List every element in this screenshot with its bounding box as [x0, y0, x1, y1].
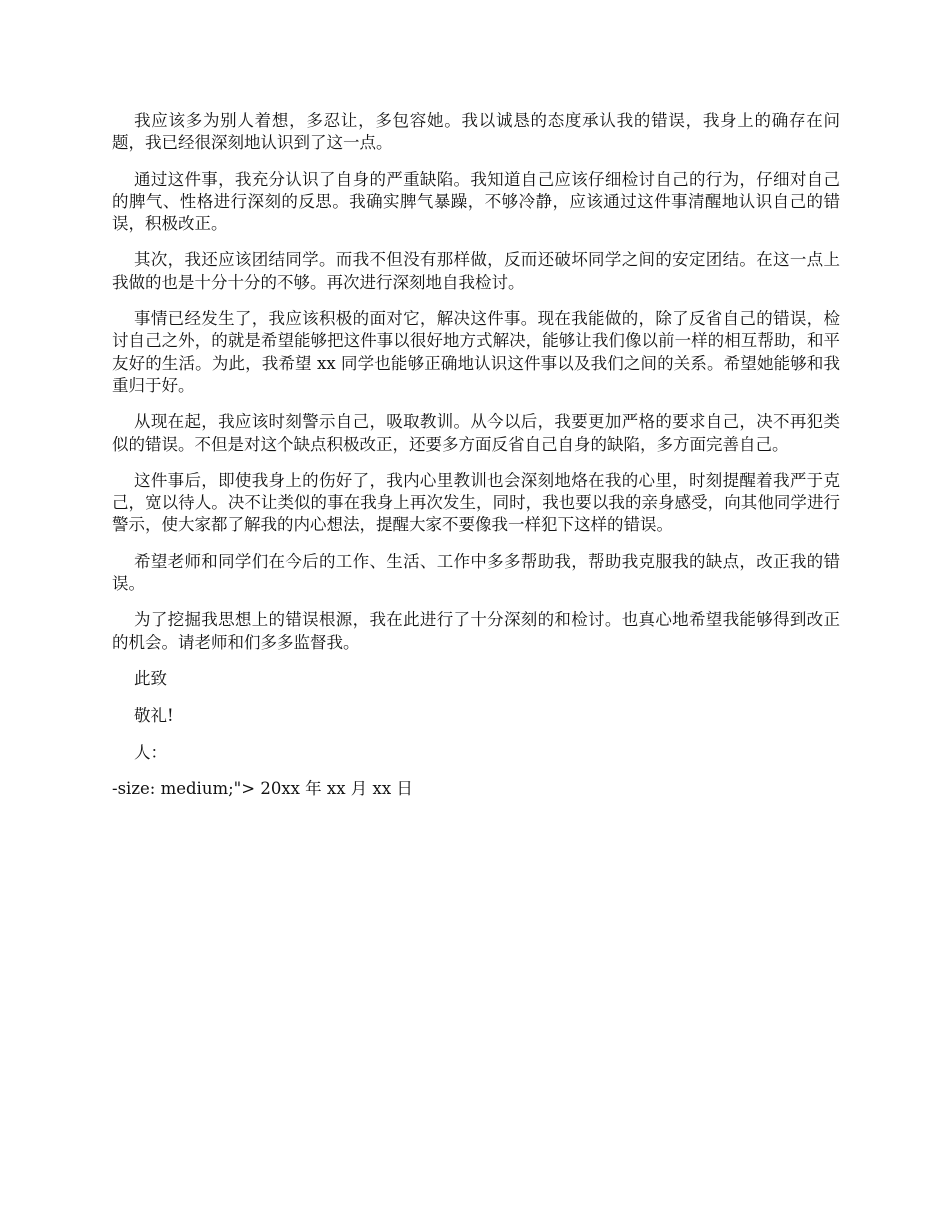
paragraph-8: 为了挖掘我思想上的错误根源，我在此进行了十分深刻的和检讨。也真心地希望我能够得到改正的机会。请老师和们多多监督我。 [112, 610, 840, 652]
paragraph-2: 通过这件事，我充分认识了自身的严重缺陷。我知道自己应该仔细检讨自己的行为，仔细对自己的脾气、性格进行深刻的反思。我确实脾气暴躁，不够冷静，应该通过这件事清醒地认识自己的错误，积极改正。 [112, 169, 840, 234]
paragraph-1: 我应该多为别人着想，多忍让，多包容她。我以诚恳的态度承认我的错误，我身上的确存在问题，我已经很深刻地认识到了这一点。 [112, 111, 840, 153]
paragraph-6: 这件事后，即使我身上的伤好了，我内心里教训也会深刻地烙在我的心里，时刻提醒着我严于克己，宽以待人。决不让类似的事在我身上再次发生，同时，我也要以我的亲身感受，向其他同学进行警示，使大家都了解我的内心想法，提醒大家不要像我一样犯下这样的错误。 [112, 470, 840, 535]
paragraph-3: 其次，我还应该团结同学。而我不但没有那样做，反而还破坏同学之间的安定团结。在这一点上我做的也是十分十分的不够。再次进行深刻地自我检讨。 [112, 250, 840, 292]
paragraph-7: 希望老师和同学们在今后的工作、生活、工作中多多帮助我，帮助我克服我的缺点，改正我的错误。 [112, 551, 840, 594]
date-line: -size: medium;"> 20xx 年 xx 月 xx 日 [112, 779, 413, 799]
salute-line: 敬礼! [134, 705, 174, 725]
paragraph-4: 事情已经发生了，我应该积极的面对它，解决这件事。现在我能做的，除了反省自己的错误，检讨自己之外，的就是希望能够把这件事以很好地方式解决，能够让我们像以前一样的相互帮助，和平友好的生活。为此，我希望 xx 同学也能够正确地认识这件事以及我们之间的关系。希望她能够和我重归于好。 [112, 309, 840, 395]
closing-line: 此致 [134, 668, 167, 688]
paragraph-5: 从现在起，我应该时刻警示自己，吸取教训。从今以后，我要更加严格的要求自己，决不再犯类似的错误。不但是对这个缺点积极改正，还要多方面反省自己自身的缺陷，多方面完善自己。 [112, 412, 840, 454]
signature-line: 人： [134, 742, 167, 762]
document-body [112, 110, 840, 801]
